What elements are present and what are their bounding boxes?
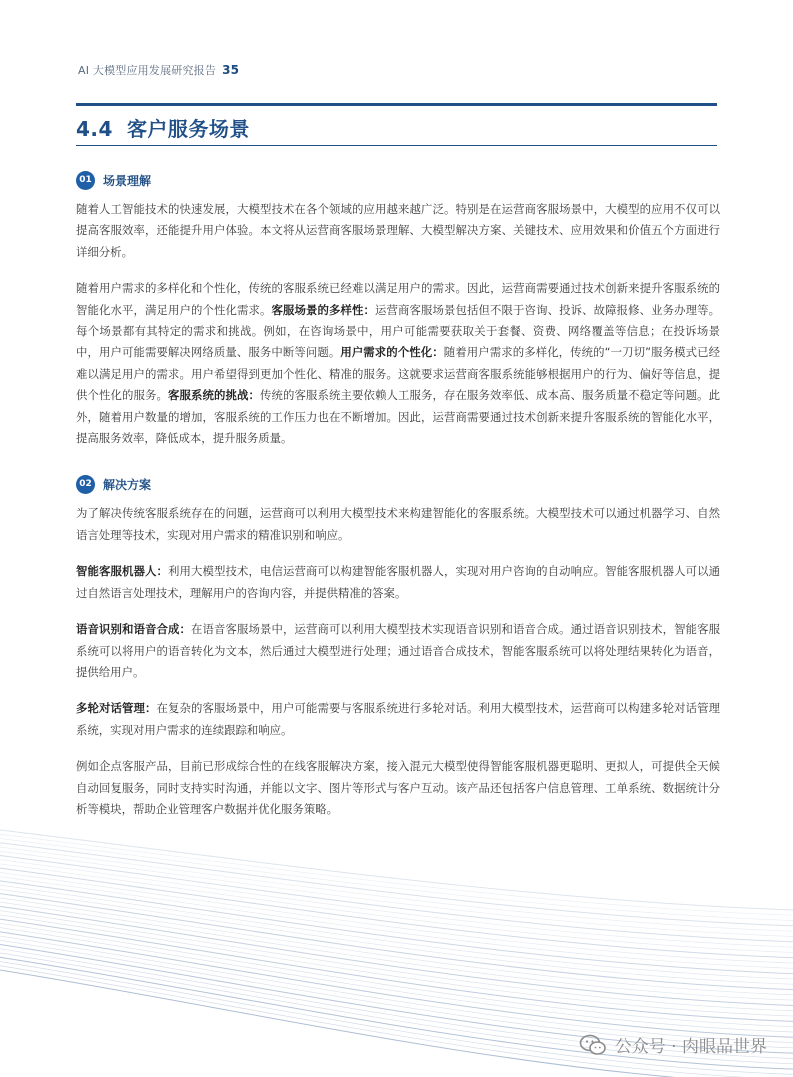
subsection-title: 场景理解	[103, 173, 152, 188]
wave-line	[0, 928, 793, 1032]
section-number: 4.4	[76, 117, 113, 141]
wave-line	[0, 932, 793, 1037]
paragraph	[76, 278, 720, 449]
paragraph	[76, 698, 720, 741]
wave-line	[0, 923, 793, 1026]
wave-line	[0, 838, 793, 920]
watermark-text: 公众号 · 肉眼品世界	[614, 1037, 767, 1057]
number-badge: 02	[76, 475, 95, 494]
paragraph	[76, 561, 720, 604]
doc-title: AI 大模型应用发展研究报告	[78, 64, 217, 77]
subsection-heading-1	[76, 168, 720, 192]
text-run: 随着用户需求的多样化和个性化，传统的客服系统已经难以满足用户的需求。因此，运营商需要通过技术创新来提升客服系统的智能化水平，满足用户的个性化需求。	[76, 281, 720, 317]
bold-term: 智能客服机器人：	[76, 564, 169, 579]
paragraph: 随着人工智能技术的快速发展，大模型技术在各个领域的应用越来越广泛。特别是在运营商客服场景中，大模型的应用不仅可以提高客服效率，还能提升用户体验。本文将从运营商客服场景理解、大模型解决方案、关键技术、应用效果和价值五个方面进行详细分析。	[76, 202, 720, 259]
bold-term: 客服场景的多样性：	[271, 302, 376, 317]
text-run: 随着用户需求的多样化，传统的“一刀切”服务模式已经难以满足用户的需求。用户希望得到更加个性化、精准的服务。这就要求运营商客服系统能够根据用户的行为、偏好等信息，提供个性化的服务。	[76, 345, 720, 403]
paragraph: 为了解决传统客服系统存在的问题，运营商可以利用大模型技术来构建智能化的客服系统。大模型技术可以通过机器学习、自然语言处理等技术，实现对用户需求的精准识别和响应。	[76, 506, 720, 542]
text-run: 利用大模型技术，电信运营商可以构建智能客服机器人，实现对用户咨询的自动响应。智能客服机器人可以通过自然语言处理技术，理解用户的咨询内容，并提供精准的答案。	[76, 564, 720, 600]
paragraph	[76, 619, 720, 683]
number-badge: 01	[76, 171, 95, 190]
text-run: 传统的客服系统主要依赖人工服务，存在服务效率低、成本高、服务质量不稳定等问题。此外，随着用户数量的增加，客服系统的工作压力也在不断增加。因此，运营商需要通过技术创新来提升客服系统的智能化水平，提高服务效率，降低成本，提升服务质量。	[76, 388, 720, 446]
text-run: 运营商客服场景包括但不限于咨询、投诉、故障报修、业务办理等。每个场景都有其特定的需求和挑战。例如，在咨询场景中，用户可能需要获取关于套餐、资费、网络覆盖等信息；在投诉场景中，用户可能需要解决网络质量、服务中断等问题。	[76, 302, 720, 360]
bold-term: 语音识别和语音合成：	[76, 622, 192, 637]
wave-line	[0, 962, 793, 1075]
running-header	[78, 62, 239, 78]
main-content	[76, 168, 720, 835]
text-run: 在语音客服场景中，运营商可以利用大模型技术实现语音识别和语音合成。通过语音识别技术，智能客服系统可以将用户的语音转化为文本，然后通过大模型进行处理；通过语音合成技术，智能客服系统可以将处理结果转化为语音，提供给用户。	[76, 622, 720, 679]
watermark	[579, 1032, 767, 1057]
section-heading: 客户服务场景	[126, 117, 250, 141]
subsection-title: 解决方案	[103, 477, 152, 492]
wechat-icon	[579, 1034, 607, 1056]
subsection-heading-2	[76, 472, 720, 496]
bold-term: 用户需求的个性化：	[340, 345, 444, 360]
bold-term: 多轮对话管理：	[76, 701, 157, 716]
paragraph: 例如企点客服产品，目前已形成综合性的在线客服解决方案，接入混元大模型使得智能客服机器更聪明、更拟人，可提供全天候自动回复服务，同时支持实时沟通，并能以文字、图片等形式与客户互动。该产品还包括客户信息管理、工单系统、数据统计分析等模块，帮助企业管理客户数据并优化服务策略。	[76, 759, 720, 816]
section-title	[76, 113, 250, 142]
title-rule-top	[76, 103, 717, 106]
page-number: 35	[222, 63, 240, 77]
bold-term: 客服系统的挑战：	[168, 388, 261, 403]
title-rule-bottom	[76, 145, 717, 146]
text-run: 在复杂的客服场景中，用户可能需要与客服系统进行多轮对话。利用大模型技术，运营商可以构建多轮对话管理系统，实现对用户需求的连续跟踪和响应。	[76, 701, 720, 737]
